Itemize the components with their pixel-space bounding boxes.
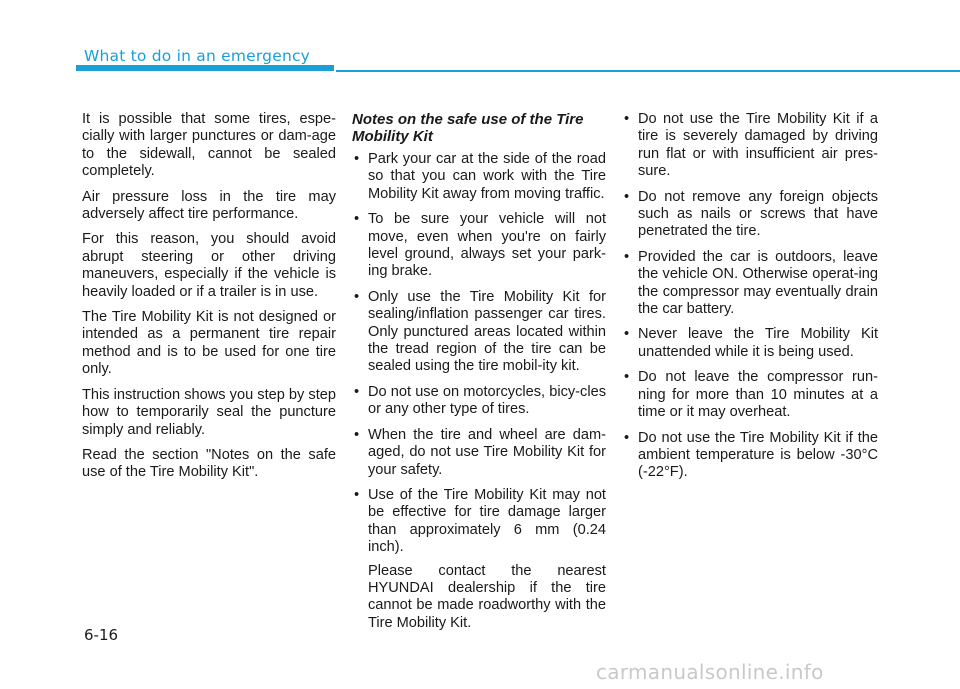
list-item: • Never leave the Tire Mobility Kit unattended while it is being used.	[622, 326, 878, 361]
watermark: carmanualsonline.info	[596, 660, 824, 684]
list-item: • Do not leave the compressor run-ning for more than 10 minutes at a time or it may overheat.	[622, 369, 878, 421]
paragraph: Air pressure loss in the tire may adversely affect tire performance.	[82, 188, 336, 223]
paragraph: Read the section "Notes on the safe use of the Tire Mobility Kit".	[82, 446, 336, 481]
list-item: • Only use the Tire Mobility Kit for sealing/inflation passenger car tires. Only punctured areas located within the tread region of the tire can be sealed using the tire mobil-ity kit.	[352, 289, 606, 376]
paragraph: For this reason, you should avoid abrupt steering or other driving maneuvers, especially if the vehicle is heavily loaded or if a trailer is in use.	[82, 231, 336, 300]
header-rule-line	[336, 70, 960, 72]
list-item: • Do not remove any foreign objects such as nails or screws that have penetrated the tire.	[622, 189, 878, 241]
column-safety-notes-continued	[622, 111, 878, 490]
section-title: What to do in an emergency	[84, 47, 311, 65]
list-item: • When the tire and wheel are dam-aged, do not use Tire Mobility Kit for your safety.	[352, 427, 606, 479]
safety-notes-list	[352, 151, 606, 557]
list-item: • Use of the Tire Mobility Kit may not be effective for tire damage larger than approximately 6 mm (0.24 inch).	[352, 487, 606, 557]
notes-heading: Notes on the safe use of the Tire Mobility Kit	[352, 111, 584, 145]
page-number: 6-16	[84, 626, 119, 644]
safety-notes-list-continued	[622, 111, 878, 482]
list-item: • Provided the car is outdoors, leave the vehicle ON. Otherwise operat-ing the compressor may eventually drain the car battery.	[622, 249, 878, 319]
list-item: • Do not use the Tire Mobility Kit if a tire is severely damaged by driving run flat or with insufficient air pres-sure.	[622, 111, 878, 181]
list-item: • Do not use the Tire Mobility Kit if the ambient temperature is below -30°C (-22°F).	[622, 430, 878, 482]
list-item: • Do not use on motorcycles, bicy-cles or any other type of tires.	[352, 384, 606, 419]
column-intro	[82, 111, 336, 490]
paragraph: It is possible that some tires, espe-cially with larger punctures or dam-age to the sidewall, cannot be sealed completely.	[82, 111, 336, 180]
paragraph: This instruction shows you step by step how to temporarily seal the puncture simply and reliably.	[82, 386, 336, 438]
column-safety-notes	[352, 111, 606, 640]
list-item: • To be sure your vehicle will not move, even when you're on fairly level ground, always set your park-ing brake.	[352, 211, 606, 281]
dealer-contact-note: Please contact the nearest HYUNDAI dealership if the tire cannot be made roadworthy with the Tire Mobility Kit.	[368, 562, 606, 631]
list-item: • Park your car at the side of the road so that you can work with the Tire Mobility Kit away from moving traffic.	[352, 151, 606, 203]
header-rule-accent	[76, 65, 334, 71]
paragraph: The Tire Mobility Kit is not designed or intended as a permanent tire repair method and is to be used for one tire only.	[82, 309, 336, 378]
